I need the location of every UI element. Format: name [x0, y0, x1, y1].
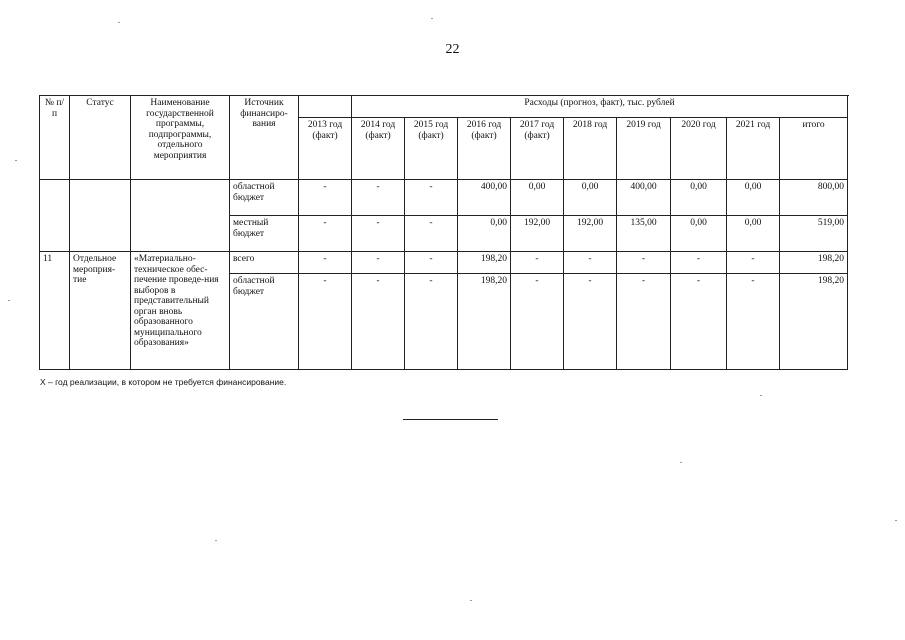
- value-cell: 0,00: [727, 180, 780, 216]
- row-source: всего: [230, 252, 299, 274]
- scan-speck: [8, 300, 10, 301]
- value-cell: 198,20: [458, 274, 511, 370]
- value-cell: -: [405, 274, 458, 370]
- total-cell: 198,20: [780, 274, 848, 370]
- header-source: Источник финансиро-вания: [230, 96, 299, 180]
- value-cell: 0,00: [511, 180, 564, 216]
- total-cell: 198,20: [780, 252, 848, 274]
- row-name: «Материально-техническое обес-печение проведе-ния выборов в представительный орган вновь образованного муниципального образования»: [131, 252, 230, 370]
- header-num: № п/п: [40, 96, 70, 180]
- header-year: 2021 год: [727, 118, 780, 180]
- value-cell: -: [405, 180, 458, 216]
- value-cell: -: [511, 252, 564, 274]
- header-status: Статус: [70, 96, 131, 180]
- header-year: 2016 год (факт): [458, 118, 511, 180]
- scan-speck: [470, 600, 472, 601]
- row-status: Отдельное мероприя-тие: [70, 252, 131, 370]
- row-num-cell: [40, 180, 70, 252]
- scan-speck: [760, 395, 762, 396]
- value-cell: 400,00: [617, 180, 671, 216]
- header-year: 2020 год: [671, 118, 727, 180]
- header-year: 2015 год (факт): [405, 118, 458, 180]
- header-year: 2019 год: [617, 118, 671, 180]
- header-year: 2017 год (факт): [511, 118, 564, 180]
- header-year: 2014 год (факт): [352, 118, 405, 180]
- table-row: [40, 180, 848, 216]
- header-year: 2018 год: [564, 118, 617, 180]
- value-cell: 0,00: [671, 180, 727, 216]
- value-cell: -: [564, 274, 617, 370]
- value-cell: -: [617, 274, 671, 370]
- row-source: областной бюджет: [230, 180, 299, 216]
- header-year: 2013 год (факт): [299, 118, 352, 180]
- value-cell: 135,00: [617, 216, 671, 252]
- header-row-top: [40, 96, 848, 118]
- value-cell: -: [671, 252, 727, 274]
- value-cell: -: [299, 274, 352, 370]
- financing-table: [39, 95, 848, 370]
- value-cell: 0,00: [564, 180, 617, 216]
- scan-speck: [215, 540, 217, 541]
- value-cell: -: [405, 216, 458, 252]
- row-source: областной бюджет: [230, 274, 299, 370]
- value-cell: 400,00: [458, 180, 511, 216]
- scan-speck: [680, 462, 682, 463]
- value-cell: -: [727, 252, 780, 274]
- divider: [403, 419, 498, 420]
- value-cell: 192,00: [564, 216, 617, 252]
- value-cell: -: [299, 252, 352, 274]
- footnote: X – год реализации, в котором не требуется финансирование.: [40, 377, 287, 387]
- row-source: местный бюджет: [230, 216, 299, 252]
- value-cell: 0,00: [458, 216, 511, 252]
- scan-speck: [895, 520, 897, 521]
- value-cell: -: [727, 274, 780, 370]
- row-status-cell: [70, 180, 131, 252]
- value-cell: -: [352, 216, 405, 252]
- value-cell: -: [617, 252, 671, 274]
- page-number: 22: [445, 42, 460, 57]
- value-cell: -: [352, 274, 405, 370]
- header-empty-cell: [299, 96, 352, 118]
- value-cell: -: [671, 274, 727, 370]
- value-cell: 0,00: [671, 216, 727, 252]
- scan-speck: [118, 22, 120, 23]
- value-cell: -: [405, 252, 458, 274]
- value-cell: -: [352, 252, 405, 274]
- value-cell: 0,00: [727, 216, 780, 252]
- row-num: 11: [40, 252, 70, 370]
- value-cell: -: [564, 252, 617, 274]
- total-cell: 800,00: [780, 180, 848, 216]
- total-cell: 519,00: [780, 216, 848, 252]
- table-row: [40, 252, 848, 274]
- value-cell: -: [299, 216, 352, 252]
- value-cell: -: [352, 180, 405, 216]
- header-total: итого: [780, 118, 848, 180]
- header-name: Наименование государственной программы, подпрограммы, отдельного мероприятия: [131, 96, 230, 180]
- value-cell: 192,00: [511, 216, 564, 252]
- scan-speck: [15, 160, 17, 161]
- value-cell: 198,20: [458, 252, 511, 274]
- scan-speck: [431, 18, 433, 19]
- row-name-cell: [131, 180, 230, 252]
- value-cell: -: [511, 274, 564, 370]
- header-expenses: Расходы (прогноз, факт), тыс. рублей: [352, 96, 848, 118]
- value-cell: -: [299, 180, 352, 216]
